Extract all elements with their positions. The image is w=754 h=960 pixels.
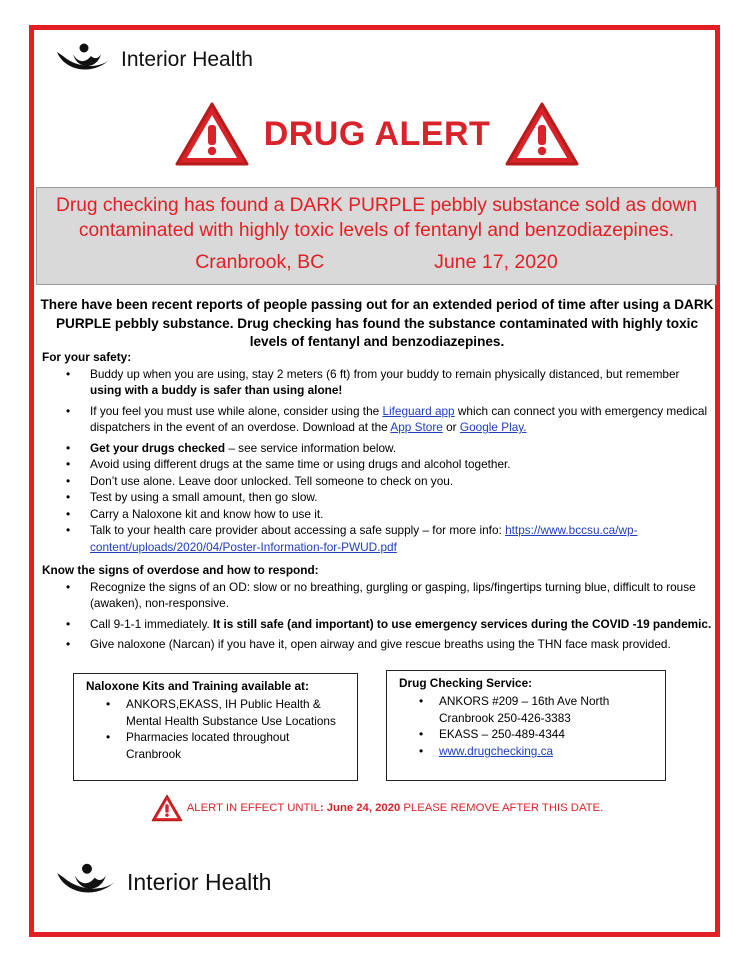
org-name: Interior Health	[121, 48, 253, 71]
list-item	[42, 522, 714, 555]
banner-line-1: Drug checking has found a DARK PURPLE pebbly substance sold as down	[55, 195, 697, 216]
list-item	[42, 403, 714, 436]
bullet-text: which can connect you with emergency medical dispatchers in the event of an overdose. Download at the	[90, 403, 708, 434]
overdose-heading: Know the signs of overdose and how to respond:	[42, 563, 319, 577]
naloxone-info-box	[73, 673, 358, 781]
list-item: • ANKORS,EKASS, IH Public Health & Mental Health Substance Use Locations	[86, 696, 347, 730]
list-item: • Carry a Naloxone kit and know how to use it.	[42, 506, 714, 523]
bullet-emphasis: Get your drugs checked	[90, 440, 226, 455]
alert-header	[0, 100, 754, 168]
list-item: • Pharmacies located throughout Cranbrook	[86, 729, 347, 763]
list-item: • Avoid using different drugs at the same time or using drugs and alcohol together.	[42, 456, 714, 473]
safety-list	[42, 366, 714, 556]
list-item: • Don’t use alone. Leave door unlocked. Tell someone to check on you.	[42, 473, 714, 490]
safety-section	[42, 349, 714, 555]
alert-effect-row	[0, 794, 754, 822]
list-item	[42, 366, 714, 399]
drug-checking-box	[386, 670, 666, 781]
bullet-emphasis: It is still safe (and important) to use emergency services during the COVID -19 pandemic.	[213, 616, 712, 631]
lifeguard-app-link[interactable]: Lifeguard app	[382, 403, 455, 418]
list-item	[399, 743, 655, 760]
list-item	[42, 440, 714, 457]
naloxone-list	[86, 696, 347, 763]
warning-triangle-icon	[174, 101, 250, 167]
org-logo-bottom	[55, 862, 271, 902]
bccsu-link[interactable]: https://www.bccsu.ca/wp-content/uploads/2020/04/Poster-Information-for-PWUD.pdf	[90, 523, 638, 554]
list-item: • Give naloxone (Narcan) if you have it, open airway and give rescue breaths using the THN face mask provided.	[42, 636, 714, 653]
ih-logo-icon	[55, 862, 119, 902]
org-logo-top	[55, 42, 253, 78]
naloxone-heading: Naloxone Kits and Training available at:	[86, 679, 309, 693]
org-name: Interior Health	[127, 868, 272, 895]
ih-logo-icon	[55, 42, 113, 78]
bullet-text: Call 9-1-1 immediately.	[90, 616, 214, 631]
overdose-list	[42, 579, 714, 653]
effect-colon: :	[319, 802, 327, 814]
bullet-text: Talk to your health care provider about accessing a safe supply – for more info:	[90, 523, 506, 537]
warning-triangle-icon	[151, 794, 183, 822]
list-item: • EKASS – 250-489-4344	[399, 726, 655, 743]
banner-meta	[37, 251, 716, 274]
bullet-text: Buddy up when you are using, stay 2 meters (6 ft) from your buddy to remain physically distanced, but remember	[90, 366, 680, 381]
google-play-link[interactable]: Google Play.	[459, 420, 527, 434]
list-item	[42, 616, 714, 633]
banner-date: June 17, 2020	[434, 251, 558, 273]
list-item: • Recognize the signs of an OD: slow or no breathing, gurgling or gasping, lips/fingertips turning blue, difficult to rouse (awaken), non-responsive.	[42, 579, 714, 612]
banner-location: Cranbrook, BC	[195, 251, 325, 273]
list-item: • ANKORS #209 – 16th Ave North Cranbrook 250-426-3383	[399, 693, 655, 727]
safety-heading: For your safety:	[42, 350, 132, 364]
bullet-text: or	[442, 420, 460, 434]
effect-date: June 24, 2020	[326, 802, 401, 814]
bullet-text: If you feel you must use while alone, consider using the	[90, 403, 383, 418]
drugchecking-link[interactable]: www.drugchecking.ca	[439, 744, 554, 759]
overdose-section	[42, 562, 714, 653]
effect-suffix: PLEASE REMOVE AFTER THIS DATE.	[400, 802, 604, 814]
effect-prefix: ALERT IN EFFECT UNTIL	[186, 802, 320, 814]
list-item: • Test by using a small amount, then go slow.	[42, 489, 714, 506]
warning-triangle-icon	[504, 101, 580, 167]
app-store-link[interactable]: App Store	[390, 420, 443, 434]
page-title: DRUG ALERT	[263, 114, 491, 153]
alert-banner	[36, 187, 717, 285]
drug-checking-list	[399, 693, 655, 760]
alert-effect-text	[187, 802, 603, 814]
drug-checking-heading: Drug Checking Service:	[399, 676, 533, 690]
lead-paragraph: There have been recent reports of people passing out for an extended period of time after using a DARK PURPLE pebbly substance. Drug checking has found the substance contaminated with highly toxic levels of fentanyl and benzodiazepines.	[40, 297, 714, 349]
banner-line-2: contaminated with highly toxic levels of fentanyl and benzodiazepines.	[78, 220, 675, 241]
bullet-emphasis: using with a buddy is safer than using alone!	[90, 383, 343, 397]
bullet-text: – see service information below.	[225, 440, 397, 455]
